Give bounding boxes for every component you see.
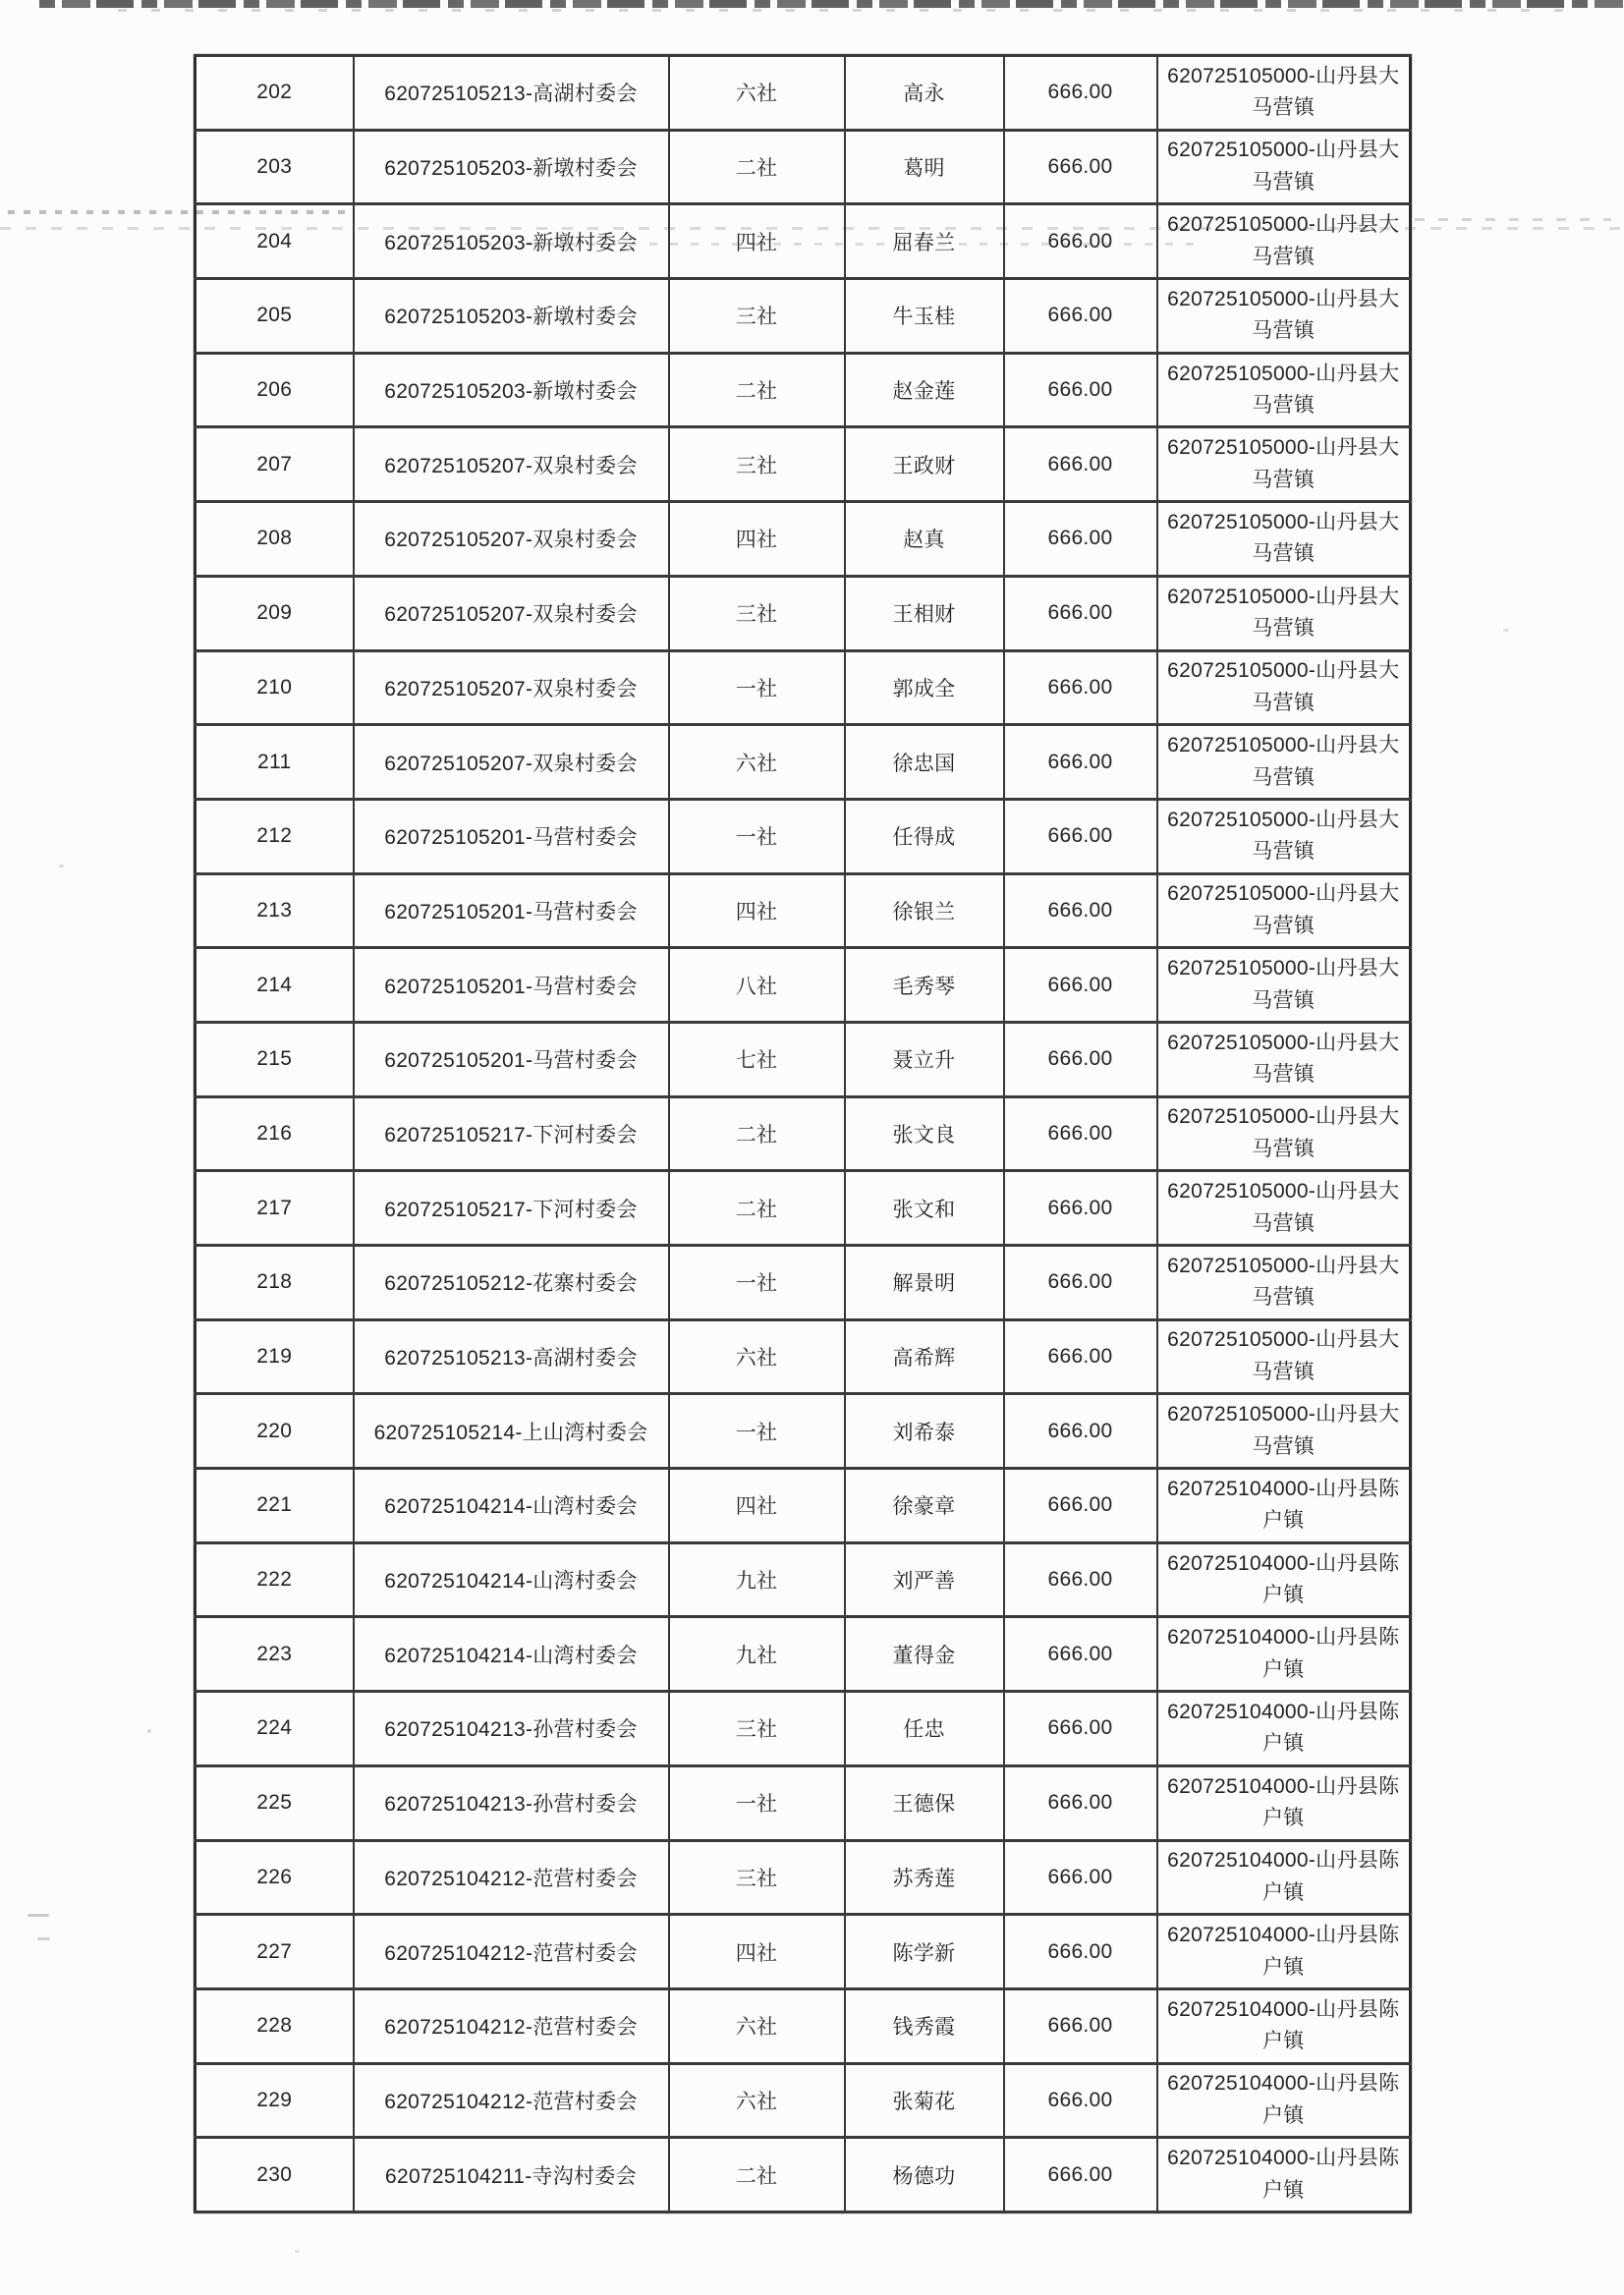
cell-amount: 666.00 [1004, 2138, 1157, 2212]
table-row [196, 204, 1411, 279]
cell-group: 二社 [669, 353, 845, 427]
table-row [196, 1246, 1411, 1320]
cell-group: 六社 [669, 56, 845, 131]
scan-speck [147, 1729, 151, 1733]
cell-village: 620725105213-高湖村委会 [354, 1319, 669, 1394]
table-row [196, 1915, 1411, 1989]
cell-village: 620725104212-范营村委会 [354, 1840, 669, 1915]
cell-group: 三社 [669, 427, 845, 502]
cell-township: 620725105000-山丹县大马营镇 [1157, 56, 1411, 131]
cell-township: 620725105000-山丹县大马营镇 [1157, 799, 1411, 873]
cell-seq: 230 [196, 2138, 354, 2212]
cell-township: 620725105000-山丹县大马营镇 [1157, 130, 1411, 204]
cell-township: 620725105000-山丹县大马营镇 [1157, 1319, 1411, 1394]
cell-name: 屈春兰 [845, 204, 1004, 279]
cell-village: 620725105214-上山湾村委会 [354, 1394, 669, 1469]
cell-village: 620725104214-山湾村委会 [354, 1542, 669, 1617]
cell-group: 一社 [669, 1394, 845, 1469]
cell-group: 二社 [669, 2138, 845, 2212]
cell-amount: 666.00 [1004, 1915, 1157, 1989]
cell-village: 620725104212-范营村委会 [354, 1988, 669, 2063]
cell-village: 620725105212-花寨村委会 [354, 1246, 669, 1320]
scan-speck [37, 1937, 50, 1940]
cell-group: 四社 [669, 204, 845, 279]
table-row [196, 576, 1411, 650]
ledger-table-container [194, 54, 1409, 2211]
cell-township: 620725105000-山丹县大马营镇 [1157, 427, 1411, 502]
table-row [196, 2063, 1411, 2138]
cell-group: 三社 [669, 1840, 845, 1915]
cell-group: 四社 [669, 502, 845, 577]
table-row [196, 1171, 1411, 1246]
cell-group: 二社 [669, 130, 845, 204]
cell-name: 赵真 [845, 502, 1004, 577]
cell-name: 张文和 [845, 1171, 1004, 1246]
ledger-table [194, 54, 1412, 2213]
table-body [196, 56, 1411, 2212]
cell-seq: 219 [196, 1319, 354, 1394]
cell-amount: 666.00 [1004, 56, 1157, 131]
cell-name: 牛玉桂 [845, 279, 1004, 354]
cell-seq: 204 [196, 204, 354, 279]
cell-name: 杨德功 [845, 2138, 1004, 2212]
cell-group: 三社 [669, 279, 845, 354]
cell-name: 王德保 [845, 1765, 1004, 1840]
cell-name: 张菊花 [845, 2063, 1004, 2138]
cell-seq: 202 [196, 56, 354, 131]
cell-township: 620725105000-山丹县大马营镇 [1157, 1171, 1411, 1246]
cell-seq: 221 [196, 1469, 354, 1543]
cell-seq: 213 [196, 873, 354, 948]
table-row [196, 1469, 1411, 1543]
table-row [196, 353, 1411, 427]
cell-name: 钱秀霞 [845, 1988, 1004, 2063]
cell-amount: 666.00 [1004, 1692, 1157, 1766]
cell-amount: 666.00 [1004, 502, 1157, 577]
cell-village: 620725105201-马营村委会 [354, 799, 669, 873]
table-row [196, 948, 1411, 1023]
cell-township: 620725104000-山丹县陈户镇 [1157, 1765, 1411, 1840]
cell-seq: 220 [196, 1394, 354, 1469]
cell-township: 620725105000-山丹县大马营镇 [1157, 279, 1411, 354]
cell-name: 徐忠国 [845, 725, 1004, 800]
cell-group: 一社 [669, 650, 845, 725]
cell-township: 620725105000-山丹县大马营镇 [1157, 1096, 1411, 1171]
cell-village: 620725105203-新墩村委会 [354, 279, 669, 354]
cell-name: 苏秀莲 [845, 1840, 1004, 1915]
cell-name: 徐豪章 [845, 1469, 1004, 1543]
cell-group: 四社 [669, 873, 845, 948]
cell-name: 高永 [845, 56, 1004, 131]
cell-amount: 666.00 [1004, 204, 1157, 279]
scan-speck [59, 865, 64, 868]
cell-group: 二社 [669, 1096, 845, 1171]
cell-village: 620725105201-马营村委会 [354, 873, 669, 948]
cell-name: 任忠 [845, 1692, 1004, 1766]
table-row [196, 650, 1411, 725]
cell-township: 620725105000-山丹县大马营镇 [1157, 1022, 1411, 1096]
table-row [196, 56, 1411, 131]
cell-name: 徐银兰 [845, 873, 1004, 948]
cell-seq: 224 [196, 1692, 354, 1766]
table-row [196, 1394, 1411, 1469]
cell-amount: 666.00 [1004, 873, 1157, 948]
table-row [196, 1988, 1411, 2063]
cell-seq: 208 [196, 502, 354, 577]
cell-village: 620725105217-下河村委会 [354, 1096, 669, 1171]
cell-township: 620725104000-山丹县陈户镇 [1157, 1915, 1411, 1989]
cell-village: 620725105203-新墩村委会 [354, 353, 669, 427]
cell-name: 高希辉 [845, 1319, 1004, 1394]
cell-township: 620725105000-山丹县大马营镇 [1157, 502, 1411, 577]
cell-village: 620725104213-孙营村委会 [354, 1692, 669, 1766]
cell-township: 620725104000-山丹县陈户镇 [1157, 1542, 1411, 1617]
table-row [196, 2138, 1411, 2212]
cell-village: 620725104214-山湾村委会 [354, 1469, 669, 1543]
cell-township: 620725105000-山丹县大马营镇 [1157, 650, 1411, 725]
cell-name: 毛秀琴 [845, 948, 1004, 1023]
cell-seq: 212 [196, 799, 354, 873]
table-row [196, 279, 1411, 354]
cell-seq: 203 [196, 130, 354, 204]
cell-seq: 223 [196, 1617, 354, 1692]
cell-seq: 229 [196, 2063, 354, 2138]
cell-amount: 666.00 [1004, 1246, 1157, 1320]
cell-amount: 666.00 [1004, 1319, 1157, 1394]
cell-seq: 225 [196, 1765, 354, 1840]
cell-group: 四社 [669, 1915, 845, 1989]
cell-group: 一社 [669, 799, 845, 873]
table-row [196, 725, 1411, 800]
cell-seq: 207 [196, 427, 354, 502]
cell-township: 620725104000-山丹县陈户镇 [1157, 2063, 1411, 2138]
cell-seq: 218 [196, 1246, 354, 1320]
cell-seq: 209 [196, 576, 354, 650]
cell-name: 王政财 [845, 427, 1004, 502]
cell-amount: 666.00 [1004, 1840, 1157, 1915]
cell-group: 一社 [669, 1765, 845, 1840]
cell-amount: 666.00 [1004, 799, 1157, 873]
scan-noise-mid-right [1415, 218, 1611, 221]
cell-seq: 206 [196, 353, 354, 427]
cell-group: 九社 [669, 1617, 845, 1692]
cell-name: 郭成全 [845, 650, 1004, 725]
cell-amount: 666.00 [1004, 1765, 1157, 1840]
cell-name: 聂立升 [845, 1022, 1004, 1096]
cell-name: 解景明 [845, 1246, 1004, 1320]
cell-amount: 666.00 [1004, 1096, 1157, 1171]
table-row [196, 502, 1411, 577]
cell-village: 620725105207-双泉村委会 [354, 650, 669, 725]
cell-village: 620725104214-山湾村委会 [354, 1617, 669, 1692]
cell-village: 620725104212-范营村委会 [354, 2063, 669, 2138]
cell-amount: 666.00 [1004, 576, 1157, 650]
cell-seq: 216 [196, 1096, 354, 1171]
cell-group: 三社 [669, 1692, 845, 1766]
cell-group: 一社 [669, 1246, 845, 1320]
cell-group: 三社 [669, 576, 845, 650]
cell-seq: 205 [196, 279, 354, 354]
cell-township: 620725104000-山丹县陈户镇 [1157, 1617, 1411, 1692]
cell-village: 620725105201-马营村委会 [354, 1022, 669, 1096]
cell-village: 620725105203-新墩村委会 [354, 204, 669, 279]
cell-amount: 666.00 [1004, 1617, 1157, 1692]
cell-group: 六社 [669, 1988, 845, 2063]
table-row [196, 1765, 1411, 1840]
cell-group: 四社 [669, 1469, 845, 1543]
scan-speck [1503, 629, 1509, 632]
table-row [196, 1096, 1411, 1171]
cell-amount: 666.00 [1004, 2063, 1157, 2138]
cell-seq: 226 [196, 1840, 354, 1915]
cell-amount: 666.00 [1004, 725, 1157, 800]
cell-group: 六社 [669, 1319, 845, 1394]
cell-township: 620725104000-山丹县陈户镇 [1157, 1692, 1411, 1766]
cell-amount: 666.00 [1004, 130, 1157, 204]
cell-village: 620725105207-双泉村委会 [354, 427, 669, 502]
cell-group: 八社 [669, 948, 845, 1023]
table-row [196, 873, 1411, 948]
scan-noise-top-dots [118, 9, 1565, 12]
table-row [196, 799, 1411, 873]
cell-amount: 666.00 [1004, 1542, 1157, 1617]
table-row [196, 1022, 1411, 1096]
cell-seq: 227 [196, 1915, 354, 1989]
scan-speck [295, 2250, 300, 2253]
cell-seq: 217 [196, 1171, 354, 1246]
cell-village: 620725104213-孙营村委会 [354, 1765, 669, 1840]
cell-group: 二社 [669, 1171, 845, 1246]
scan-noise-top-band [39, 0, 1624, 8]
cell-name: 刘严善 [845, 1542, 1004, 1617]
cell-township: 620725105000-山丹县大马营镇 [1157, 1246, 1411, 1320]
cell-village: 620725105207-双泉村委会 [354, 725, 669, 800]
cell-township: 620725105000-山丹县大马营镇 [1157, 1394, 1411, 1469]
cell-township: 620725105000-山丹县大马营镇 [1157, 948, 1411, 1023]
cell-village: 620725105213-高湖村委会 [354, 56, 669, 131]
cell-township: 620725104000-山丹县陈户镇 [1157, 2138, 1411, 2212]
cell-village: 620725104212-范营村委会 [354, 1915, 669, 1989]
cell-amount: 666.00 [1004, 1171, 1157, 1246]
table-row [196, 1840, 1411, 1915]
table-row [196, 1692, 1411, 1766]
cell-village: 620725105217-下河村委会 [354, 1171, 669, 1246]
cell-name: 赵金莲 [845, 353, 1004, 427]
cell-seq: 211 [196, 725, 354, 800]
cell-amount: 666.00 [1004, 427, 1157, 502]
cell-seq: 215 [196, 1022, 354, 1096]
cell-seq: 210 [196, 650, 354, 725]
cell-seq: 214 [196, 948, 354, 1023]
cell-township: 620725104000-山丹县陈户镇 [1157, 1988, 1411, 2063]
cell-amount: 666.00 [1004, 1988, 1157, 2063]
cell-amount: 666.00 [1004, 948, 1157, 1023]
cell-seq: 228 [196, 1988, 354, 2063]
cell-township: 620725105000-山丹县大马营镇 [1157, 725, 1411, 800]
cell-seq: 222 [196, 1542, 354, 1617]
table-row [196, 1319, 1411, 1394]
cell-amount: 666.00 [1004, 353, 1157, 427]
cell-village: 620725105203-新墩村委会 [354, 130, 669, 204]
cell-township: 620725105000-山丹县大马营镇 [1157, 873, 1411, 948]
cell-group: 九社 [669, 1542, 845, 1617]
cell-township: 620725104000-山丹县陈户镇 [1157, 1840, 1411, 1915]
cell-name: 董得金 [845, 1617, 1004, 1692]
cell-name: 陈学新 [845, 1915, 1004, 1989]
cell-township: 620725105000-山丹县大马营镇 [1157, 576, 1411, 650]
cell-village: 620725105207-双泉村委会 [354, 502, 669, 577]
table-row [196, 427, 1411, 502]
scan-speck [28, 1914, 49, 1917]
cell-amount: 666.00 [1004, 279, 1157, 354]
cell-name: 任得成 [845, 799, 1004, 873]
cell-village: 620725105201-马营村委会 [354, 948, 669, 1023]
cell-township: 620725104000-山丹县陈户镇 [1157, 1469, 1411, 1543]
cell-group: 六社 [669, 725, 845, 800]
cell-township: 620725105000-山丹县大马营镇 [1157, 204, 1411, 279]
cell-village: 620725105207-双泉村委会 [354, 576, 669, 650]
cell-name: 王相财 [845, 576, 1004, 650]
cell-amount: 666.00 [1004, 1394, 1157, 1469]
cell-group: 七社 [669, 1022, 845, 1096]
table-row [196, 1542, 1411, 1617]
table-row [196, 130, 1411, 204]
cell-amount: 666.00 [1004, 1469, 1157, 1543]
cell-name: 刘希泰 [845, 1394, 1004, 1469]
cell-group: 六社 [669, 2063, 845, 2138]
cell-village: 620725104211-寺沟村委会 [354, 2138, 669, 2212]
cell-name: 葛明 [845, 130, 1004, 204]
cell-amount: 666.00 [1004, 1022, 1157, 1096]
cell-amount: 666.00 [1004, 650, 1157, 725]
table-row [196, 1617, 1411, 1692]
cell-township: 620725105000-山丹县大马营镇 [1157, 353, 1411, 427]
cell-name: 张文良 [845, 1096, 1004, 1171]
